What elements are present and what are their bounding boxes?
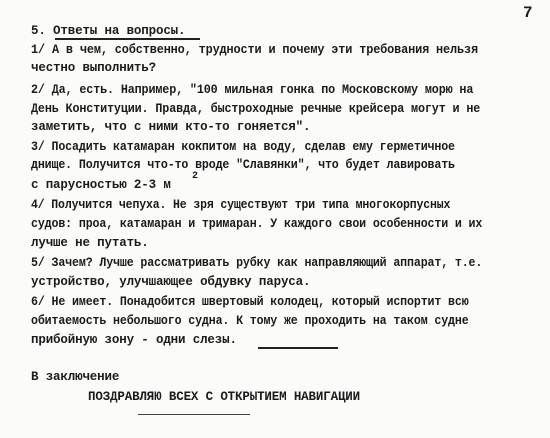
text-line-1: 1/ А в чем, собственно, трудности и почему эти требования нельзя bbox=[31, 43, 478, 57]
text-line-13: устройство, улучшающее обдувку паруса. bbox=[31, 275, 311, 289]
text-line-2: честно выполнить? bbox=[31, 61, 156, 75]
text-line-4: День Конституции. Правда, быстроходные речные крейсера могут и не bbox=[31, 102, 481, 116]
text-line-16: прибойную зону - одни слезы. bbox=[31, 333, 237, 347]
closing-greeting: ПОЗДРАВЛЯЮ ВСЕХ С ОТКРЫТИЕМ НАВИГАЦИИ bbox=[88, 390, 360, 404]
text-line-6: 3/ Посадить катамаран кокпитом на воду, сделав ему герметичное bbox=[31, 140, 455, 154]
section-heading: 5. Ответы на вопросы. bbox=[31, 24, 186, 38]
answer-underline bbox=[258, 347, 338, 349]
text-line-11: лучше не путать. bbox=[31, 236, 149, 250]
text-line-5: заметить, что с ними кто-то гоняется". bbox=[31, 120, 311, 134]
closing-underline bbox=[138, 414, 250, 415]
square-meter-superscript: 2 bbox=[192, 171, 199, 182]
text-line-7: днище. Получится что-то вроде "Славянки", что будет лавировать bbox=[31, 158, 455, 172]
text-line-9: 4/ Получится чепуха. Не зря существуют три типа многокорпусных bbox=[31, 198, 451, 212]
text-line-15: обитаемость небольшого судна. К тому же проходить на таком судне bbox=[31, 314, 469, 328]
heading-underline bbox=[55, 38, 200, 40]
text-line-10: судов: проа, катамаран и тримаран. У каждого свои особенности и их bbox=[31, 217, 483, 231]
text-line-12: 5/ Зачем? Лучше рассматривать рубку как направляющий аппарат, т.е. bbox=[31, 256, 483, 270]
conclusion-label: В заключение bbox=[31, 370, 120, 384]
text-line-3: 2/ Да, есть. Например, "100 мильная гонка по Московскому морю на bbox=[31, 83, 474, 97]
text-line-8: с парусностью 2-3 м bbox=[31, 178, 171, 192]
page-number: 7 bbox=[523, 4, 533, 22]
text-line-14: 6/ Не имеет. Понадобится швертовый колодец, который испортит всю bbox=[31, 295, 469, 309]
